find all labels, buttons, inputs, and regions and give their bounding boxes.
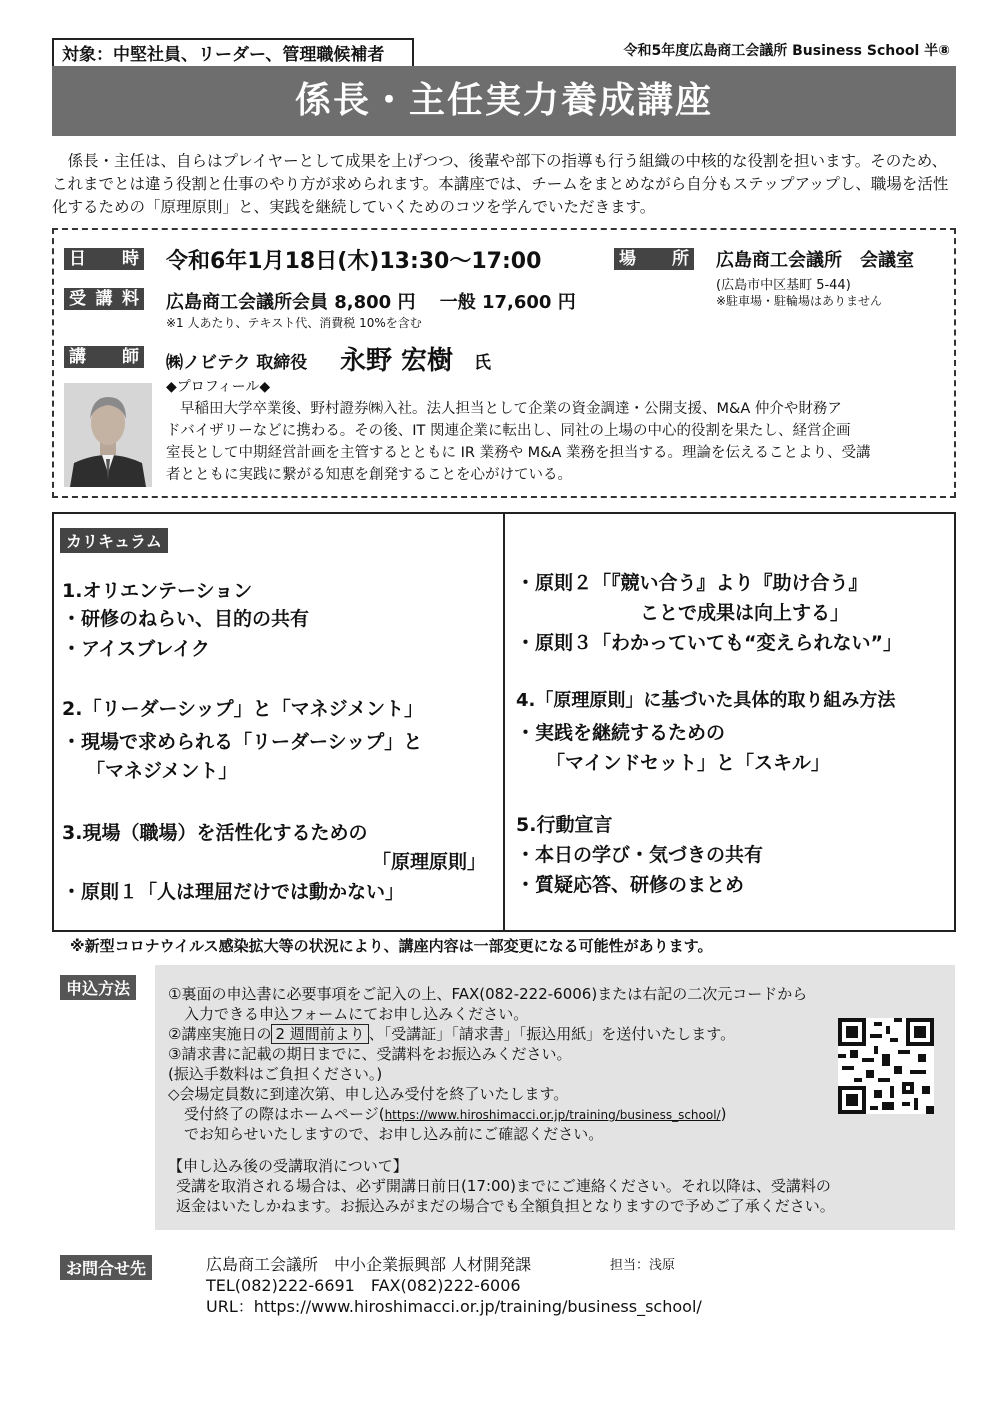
curriculum-item: 「原理原則」 xyxy=(372,851,487,873)
notice: ※新型コロナウイルス感染拡大等の状況により、講座内容は一部変更になる可能性があります。 xyxy=(70,937,713,955)
place-label-char: 所 xyxy=(672,249,689,269)
profile-line: 早稲田大学卒業後、野村證券㈱入社。法人担当として企業の資金調達・公開支援、M&A 仲介や財務ア xyxy=(180,401,842,417)
curriculum-item: ・原則１「人は理屈だけでは動かない」 xyxy=(62,881,405,903)
date-label xyxy=(64,248,144,270)
apply-text: 受付終了の際はホームページ( xyxy=(184,1105,385,1123)
curriculum-item: ・原則３「わかっていても“変えられない”」 xyxy=(516,632,902,654)
fee-label-char: 講 xyxy=(95,289,113,309)
place-label xyxy=(614,248,694,270)
apply-line: ◇会場定員数に到達次第、申し込み受付を終了いたします。 xyxy=(168,1085,569,1103)
profile-line: ドバイザリーなどに携わる。その後、IT 関連企業に転出し、同社の上場の中心的役割を果たし、経営企画 xyxy=(166,423,851,439)
curriculum-label: カリキュラム xyxy=(60,528,168,553)
place-value: 広島商工会議所 会議室 xyxy=(716,250,914,271)
fee-label-char: 料 xyxy=(122,289,139,309)
lecturer-name: 永野 宏樹 xyxy=(340,346,454,376)
curriculum-item: ことで成果は向上する」 xyxy=(640,602,850,624)
lecturer-suffix: 氏 xyxy=(474,353,491,373)
lecturer-photo xyxy=(64,383,152,487)
curriculum-item: ・実践を継続するための xyxy=(516,722,726,744)
fee-label-char: 受 xyxy=(69,289,86,309)
qr-code[interactable] xyxy=(838,1018,934,1114)
curriculum-item: 3.現場（職場）を活性化するための xyxy=(62,822,368,844)
profile-line: 室長として中期経営計画を主管するとともに IR 業務や M&A 業務を担当する。理論を伝えることより、受講 xyxy=(166,445,871,461)
curriculum-item: ・アイスブレイク xyxy=(62,638,211,660)
contact-person: 担当：浅原 xyxy=(610,1258,676,1273)
homepage-link[interactable]: https://www.hiroshimacci.or.jp/training/business_school/ xyxy=(384,1108,721,1122)
fee-note: ※1 人あたり、テキスト代、消費税 10%を含む xyxy=(166,316,422,330)
curriculum-item: 「マインドセット」と「スキル」 xyxy=(546,752,830,774)
apply-line: (振込手数料はご負担ください。) xyxy=(168,1065,383,1083)
curriculum-item: ・研修のねらい、目的の共有 xyxy=(62,608,310,630)
apply-text: ) xyxy=(720,1105,727,1123)
apply-text: 、「受講証」「請求書」「振込用紙」を送付いたします。 xyxy=(368,1025,736,1043)
curriculum-item: ・本日の学び・気づきの共有 xyxy=(516,844,764,866)
curriculum-item: 「マネジメント」 xyxy=(86,760,238,782)
fee-label xyxy=(64,288,144,310)
contact-label: お問合せ先 xyxy=(60,1255,152,1280)
page-title: 係長・主任実力養成講座 xyxy=(52,66,956,136)
profile-line: 者とともに実践に繋がる知恵を創発することを心がけている。 xyxy=(166,467,572,483)
apply-line: 返金はいたしかねます。お振込みがまだの場合でも全額負担となりますので予めご了承ください。 xyxy=(176,1197,835,1215)
apply-label: 申込方法 xyxy=(60,975,136,1000)
contact-org: 広島商工会議所 中小企業振興部 人材開発課 xyxy=(206,1255,532,1274)
curriculum-item: 5.行動宣言 xyxy=(516,814,613,836)
curriculum-item: 4.「原理原則」に基づいた具体的取り組み方法 xyxy=(516,690,896,711)
apply-line xyxy=(184,1104,726,1125)
date-label-char: 日 xyxy=(69,249,86,269)
two-weeks-box: 2 週間前より xyxy=(271,1024,368,1044)
curriculum-item: ・質疑応答、研修のまとめ xyxy=(516,874,745,896)
lecturer-label-char: 師 xyxy=(122,347,139,367)
curriculum-item: ・現場で求められる「リーダーシップ」と xyxy=(62,731,423,753)
date-label-char: 時 xyxy=(122,249,139,269)
apply-line: 受講を取消される場合は、必ず開講日前日(17:00)までにご連絡ください。それ以降は、受講料の xyxy=(176,1177,831,1195)
place-address: (広島市中区基町 5-44) xyxy=(716,278,851,293)
lecturer-label-char: 講 xyxy=(69,347,86,367)
lecturer-label xyxy=(64,346,144,368)
curriculum-item: 2.「リーダーシップ」と「マネジメント」 xyxy=(62,698,424,720)
info-box xyxy=(52,228,956,498)
apply-line xyxy=(168,1024,735,1044)
curriculum-item: 1.オリエンテーション xyxy=(62,580,253,602)
lecturer-company: ㈱ノビテク 取締役 xyxy=(166,353,308,373)
profile-text xyxy=(166,398,946,486)
contact-url[interactable]: URL：https://www.hiroshimacci.or.jp/training/business_school/ xyxy=(206,1297,702,1316)
cancel-heading: 【申し込み後の受講取消について】 xyxy=(168,1157,408,1175)
apply-line: 入力できる申込フォームにてお申し込みください。 xyxy=(184,1005,529,1023)
target-audience: 対象：中堅社員、リーダー、管理職候補者 xyxy=(52,38,414,68)
apply-line: でお知らせいたしますので、お申し込み前にご確認ください。 xyxy=(184,1125,604,1143)
place-label-char: 場 xyxy=(619,249,636,269)
intro-paragraph: 係長・主任は、自らはプレイヤーとして成果を上げつつ、後輩や部下の指導も行う組織の中核的な役割を担います。そのため、これまでとは違う役割と仕事のやり方が求められます。本講座では、チームをまとめながら自分もステップアップし、職場を活性化するための「原理原則」と、実践を継続していくためのコツを学んでいただきます。 xyxy=(52,152,949,216)
curriculum-item: ・原則２「『競い合う』より『助け合う』 xyxy=(516,572,868,594)
contact-tel-fax: TEL(082)222-6691 FAX(082)222-6006 xyxy=(206,1276,521,1295)
apply-line: ①裏面の申込書に必要事項をご記入の上、FAX(082-222-6006)または右記の二次元コードから xyxy=(168,985,808,1003)
fee-value: 広島商工会議所会員 8,800 円 一般 17,600 円 xyxy=(166,292,576,313)
apply-line: ③請求書に記載の期日までに、受講料をお振込みください。 xyxy=(168,1045,572,1063)
apply-text: ②講座実施日の xyxy=(168,1025,272,1043)
place-note: ※駐車場・駐輪場はありません xyxy=(716,294,883,308)
date-value: 令和6年1月18日(木)13:30〜17:00 xyxy=(166,249,542,274)
profile-heading: ◆プロフィール◆ xyxy=(166,379,271,395)
curriculum-divider xyxy=(503,512,505,932)
series-note: 令和5年度広島商工会議所 Business School 半⑧ xyxy=(623,43,950,59)
